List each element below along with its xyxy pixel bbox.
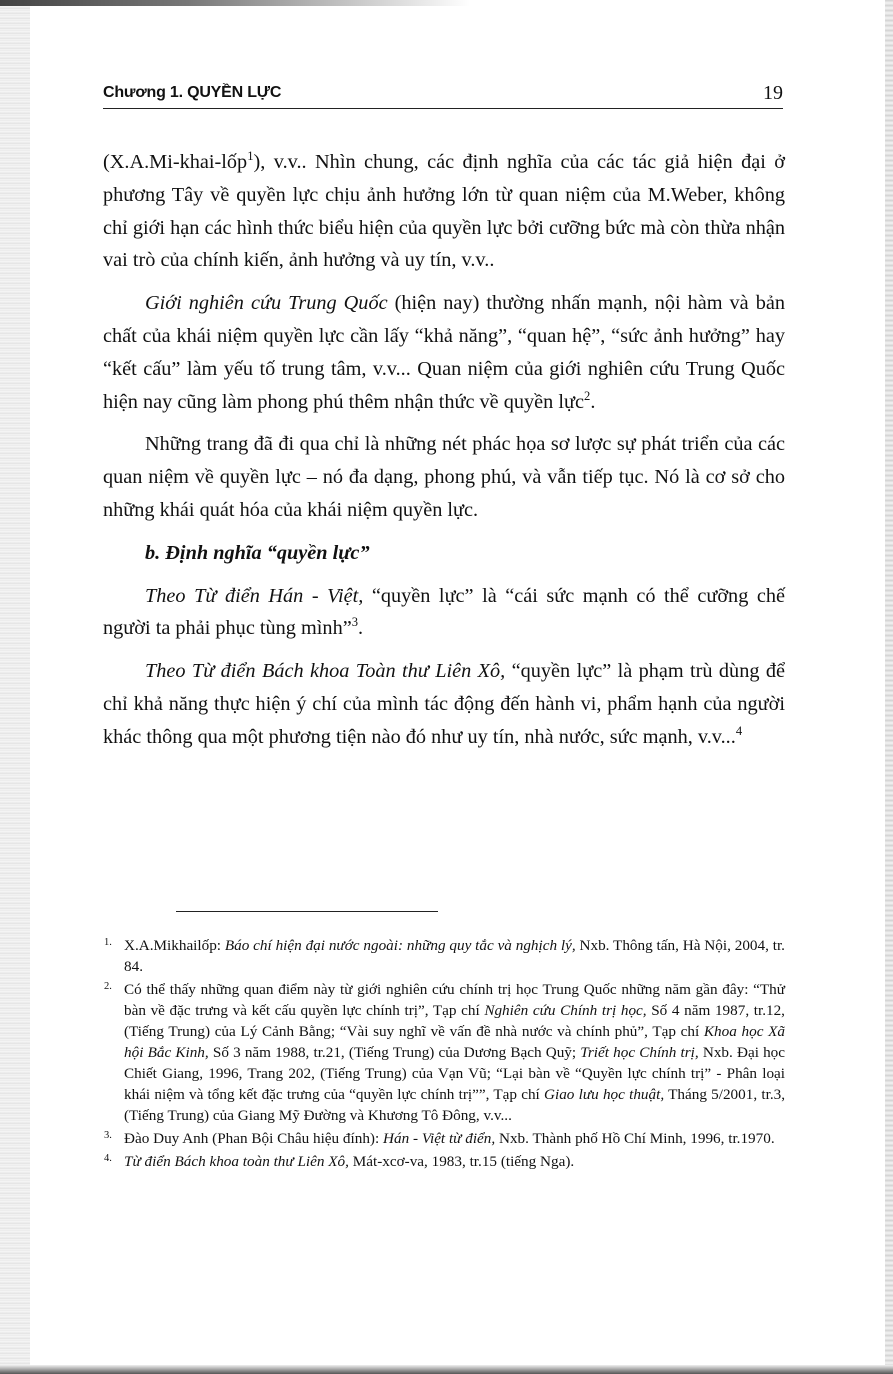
footnote-divider bbox=[176, 911, 438, 912]
footnote-ref-1: 1 bbox=[247, 149, 254, 164]
paragraph-5: Theo Từ điển Bách khoa Toàn thư Liên Xô, “quyền lực” là phạm trù dùng để chỉ khả năng thực hiện ý chí của mình tác động đến hành vi, phẩm hạnh của người khác thông qua một phương tiện nào đó như uy tín, nhà nước, sức mạnh, v.v...$^4$ bbox=[103, 660, 785, 748]
scan-edge-bottom bbox=[0, 1365, 893, 1374]
footnote-number: 1. bbox=[104, 937, 112, 948]
running-header bbox=[103, 84, 783, 109]
footnote-1: 1. X.A.Mikhailốp: Báo chí hiện đại nước ngoài: những quy tắc và nghịch lý, Nxb. Thông tấn, Hà Nội, 2004, tr. 84. bbox=[103, 935, 785, 977]
footnote-ref-2: 2 bbox=[584, 388, 591, 403]
scan-edge-left bbox=[0, 0, 30, 1374]
chapter-title: Chương 1. QUYỀN LỰC bbox=[103, 84, 282, 101]
paragraph-1: (X.A.Mi-khai-lốp$^1$), v.v.. Nhìn chung, các định nghĩa của các tác giả hiện đại ở phương Tây về quyền lực chịu ảnh hưởng lớn từ quan niệm của M.Weber, không chỉ giới hạn các hình thức biểu hiện của quyền lực bởi cưỡng bức mà còn thừa nhận vai trò của chính kiến, ảnh hưởng và uy tín, v.v.. bbox=[103, 149, 785, 272]
footnote-number: 4. bbox=[104, 1153, 112, 1164]
paragraph-3: Những trang đã đi qua chỉ là những nét phác họa sơ lược sự phát triển của các quan niệm về quyền lực – nó đa dạng, phong phú, và vẫn tiếp tục. Nó là cơ sở cho những khái quát hóa của khái niệm quyền lực. bbox=[103, 433, 785, 521]
footnote-4: 4. Từ điển Bách khoa toàn thư Liên Xô, Mát-xcơ-va, 1983, tr.15 (tiếng Nga). bbox=[103, 1151, 785, 1172]
scan-edge-top bbox=[0, 0, 470, 6]
footnote-2: 2. Có thể thấy những quan điểm này từ giới nghiên cứu chính trị học Trung Quốc những năm gần đây: “Thử bàn về đặc trưng và kết cấu quyền lực chính trị”, Tạp chí Nghiên cứu Chính trị học, Số 4 năm 1987, tr.12, (Tiếng Trung) của Lý Cảnh Bằng; “Vài suy nghĩ về vấn đề nhà nước và chính phủ”, Tạp chí Khoa học Xã hội Bắc Kinh, Số 3 năm 1988, tr.21, (Tiếng Trung) của Dương Bạch Quỹ; Triết học Chính trị, Nxb. Đại học Chiết Giang, 1996, Trang 202, (Tiếng Trung) của Vạn Vũ; “Lại bàn về “Quyền lực chính trị” - Phân loại khái niệm và tổng kết đặc trưng của “quyền lực chính trị””, Tạp chí Giao lưu học thuật, Tháng 5/2001, tr.3, (Tiếng Trung) của Giang Mỹ Đường và Khương Tô Đông, v.v... bbox=[103, 979, 785, 1126]
paragraph-2: Giới nghiên cứu Trung Quốc (hiện nay) thường nhấn mạnh, nội hàm và bản chất của khái niệm quyền lực cần lấy “khả năng”, “quan hệ”, “sức ảnh hưởng” hay “kết cấu” làm yếu tố trung tâm, v.v... Quan niệm của giới nghiên cứu Trung Quốc hiện nay cũng làm phong phú thêm nhận thức về quyền lực$^2$. bbox=[103, 292, 785, 413]
scan-edge-right bbox=[885, 0, 893, 1374]
footnote-3: 3. Đào Duy Anh (Phan Bội Châu hiệu đính): Hán - Việt từ điển, Nxb. Thành phố Hồ Chí Minh, 1996, tr.1970. bbox=[103, 1128, 785, 1149]
body-text bbox=[103, 146, 785, 754]
paragraph-4: Theo Từ điển Hán - Việt, “quyền lực” là “cái sức mạnh có thể cưỡng chế người ta phải phục tùng mình”$^3$. bbox=[103, 584, 785, 640]
footnote-ref-4: 4 bbox=[735, 723, 743, 738]
page-number: 19 bbox=[763, 82, 783, 104]
section-heading: b. Định nghĩa “quyền lực” bbox=[145, 541, 370, 564]
footnote-number: 3. bbox=[104, 1130, 112, 1141]
footnote-number: 2. bbox=[104, 981, 112, 992]
footnotes bbox=[103, 935, 785, 1174]
footnote-ref-3: 3 bbox=[351, 615, 359, 630]
